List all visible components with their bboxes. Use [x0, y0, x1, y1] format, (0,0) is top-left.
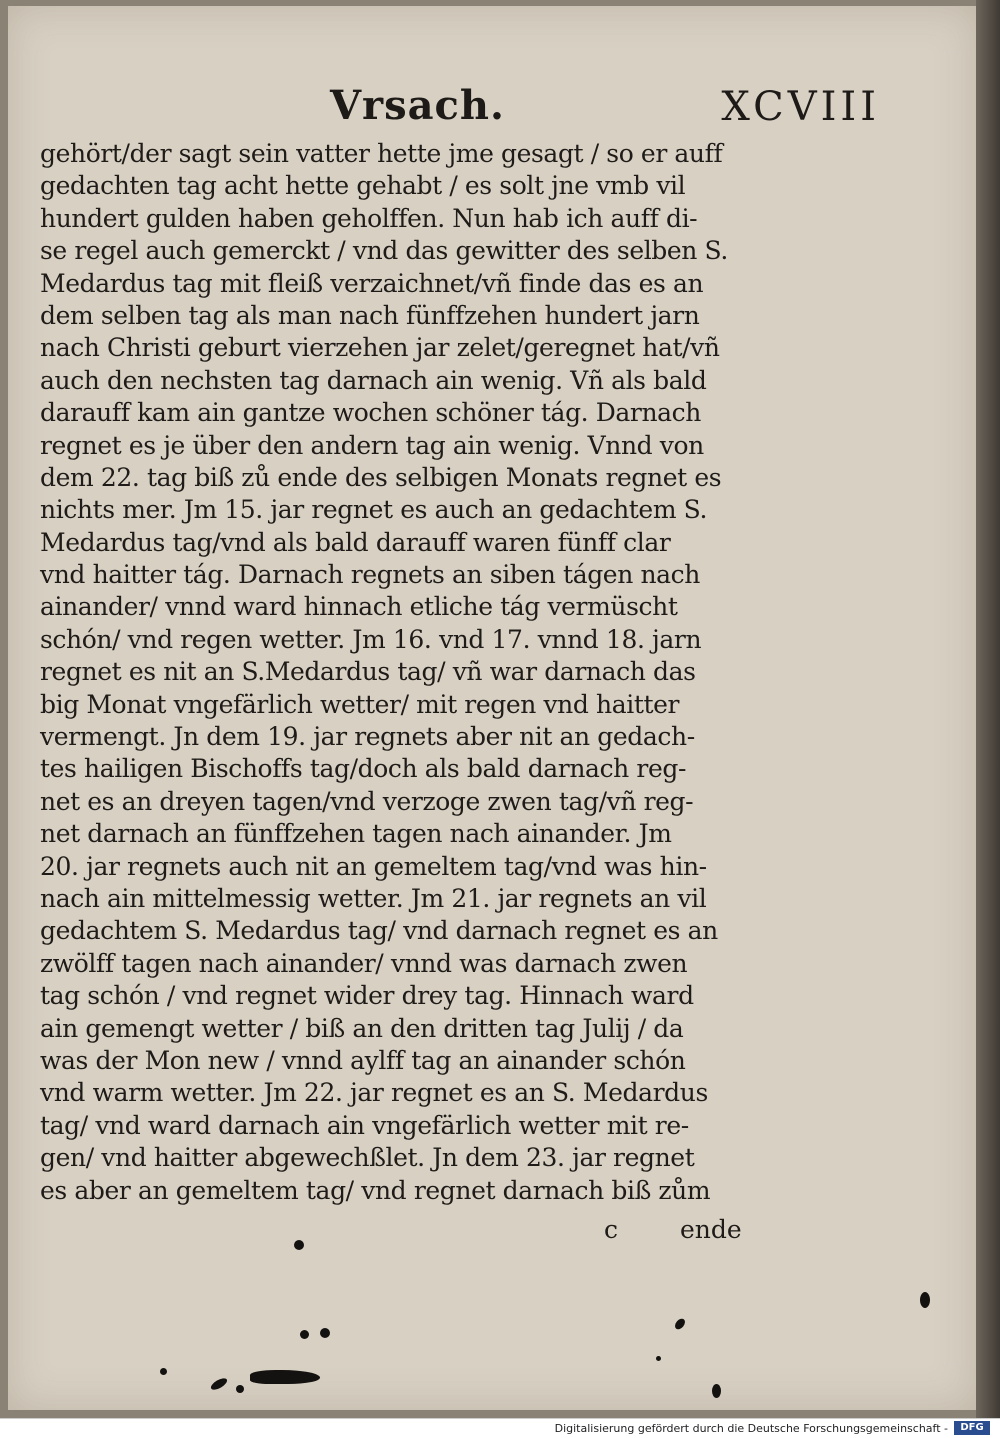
- ink-spot: [920, 1292, 930, 1308]
- ink-spot: [656, 1356, 661, 1361]
- running-title: Vrsach.: [330, 82, 505, 129]
- text-line: Medardus tag mit fleiß verzaichnet/vñ finde das es an: [40, 268, 704, 298]
- text-line: zwölff tagen nach ainander/ vnnd was darnach zwen: [40, 948, 688, 978]
- text-line: nach Christi geburt vierzehen jar zelet/geregnet hat/vñ: [40, 333, 720, 363]
- folio-number: XCVIII: [721, 84, 880, 130]
- text-line: hundert gulden haben geholffen. Nun hab ich auff di-: [40, 203, 698, 233]
- text-line: regnet es nit an S.Medardus tag/ vñ war darnach das: [40, 657, 696, 687]
- ink-spot: [160, 1368, 167, 1375]
- text-line: was der Mon new / vnnd aylff tag an ainander schón: [40, 1045, 686, 1075]
- text-line: schón/ vnd regen wetter. Jm 16. vnd 17. vnnd 18. jarn: [40, 624, 702, 654]
- book-edge: [976, 0, 1000, 1418]
- text-line: net es an dreyen tagen/vnd verzoge zwen tag/vñ reg-: [40, 786, 694, 816]
- text-line: gedachtem S. Medardus tag/ vnd darnach regnet es an: [40, 916, 718, 946]
- text-line: tag/ vnd ward darnach ain vngefärlich wetter mit re-: [40, 1110, 689, 1140]
- ink-spot: [300, 1330, 309, 1339]
- dfg-logo: DFG: [954, 1421, 990, 1435]
- text-line: nach ain mittelmessig wetter. Jm 21. jar regnets an vil: [40, 883, 707, 913]
- text-line: dem selben tag als man nach fünffzehen hundert jarn: [40, 300, 700, 330]
- catchword: ende: [680, 1215, 742, 1244]
- text-line: tag schón / vnd regnet wider drey tag. Hinnach ward: [40, 981, 694, 1011]
- footer-credit: Digitalisierung gefördert durch die Deutsche Forschungsgemeinschaft -: [554, 1422, 948, 1435]
- page-header: [330, 78, 890, 138]
- text-line: nichts mer. Jm 15. jar regnet es auch an gedachtem S.: [40, 495, 708, 525]
- text-line: gen/ vnd haitter abgewechßlet. Jn dem 23. jar regnet: [40, 1143, 695, 1173]
- text-line: auch den nechsten tag darnach ain wenig. Vñ als bald: [40, 365, 707, 395]
- text-line: regnet es je über den andern tag ain wenig. Vnnd von: [40, 430, 704, 460]
- text-line: gehört/der sagt sein vatter hette jme gesagt / so er auff: [40, 139, 723, 168]
- text-line: 20. jar regnets auch nit an gemeltem tag/vnd was hin-: [40, 851, 707, 881]
- body-text: [40, 138, 740, 1207]
- text-line: vermengt. Jn dem 19. jar regnets aber nit an gedach-: [40, 722, 695, 752]
- text-line: Medardus tag/vnd als bald darauff waren fünff clar: [40, 527, 671, 557]
- text-line: es aber an gemeltem tag/ vnd regnet darnach biß zům: [40, 1175, 711, 1205]
- digitization-footer: [0, 1418, 1000, 1438]
- ink-spot: [236, 1385, 244, 1393]
- text-line: vnd haitter tág. Darnach regnets an siben tágen nach: [40, 560, 700, 590]
- text-line: net darnach an fünffzehen tagen nach ainander. Jm: [40, 819, 672, 849]
- text-line: big Monat vngefärlich wetter/ mit regen vnd haitter: [40, 689, 680, 719]
- text-line: se regel auch gemerckt / vnd das gewitter des selben S.: [40, 236, 728, 266]
- ink-spot: [294, 1240, 304, 1250]
- signature-mark: c: [604, 1215, 619, 1244]
- ink-spot: [712, 1384, 721, 1398]
- text-line: dem 22. tag biß zů ende des selbigen Monats regnet es: [40, 462, 722, 492]
- ink-spot: [250, 1370, 320, 1384]
- text-line: vnd warm wetter. Jm 22. jar regnet es an S. Medardus: [40, 1078, 708, 1108]
- ink-spot: [320, 1328, 330, 1338]
- text-line: gedachten tag acht hette gehabt / es solt jne vmb vil: [40, 171, 686, 201]
- text-line: tes hailigen Bischoffs tag/doch als bald darnach reg-: [40, 754, 687, 784]
- text-line: ain gemengt wetter / biß an den dritten tag Julij / da: [40, 1013, 684, 1043]
- text-line: darauff kam ain gantze wochen schöner tág. Darnach: [40, 398, 701, 428]
- text-line: ainander/ vnnd ward hinnach etliche tág vermüscht: [40, 592, 678, 622]
